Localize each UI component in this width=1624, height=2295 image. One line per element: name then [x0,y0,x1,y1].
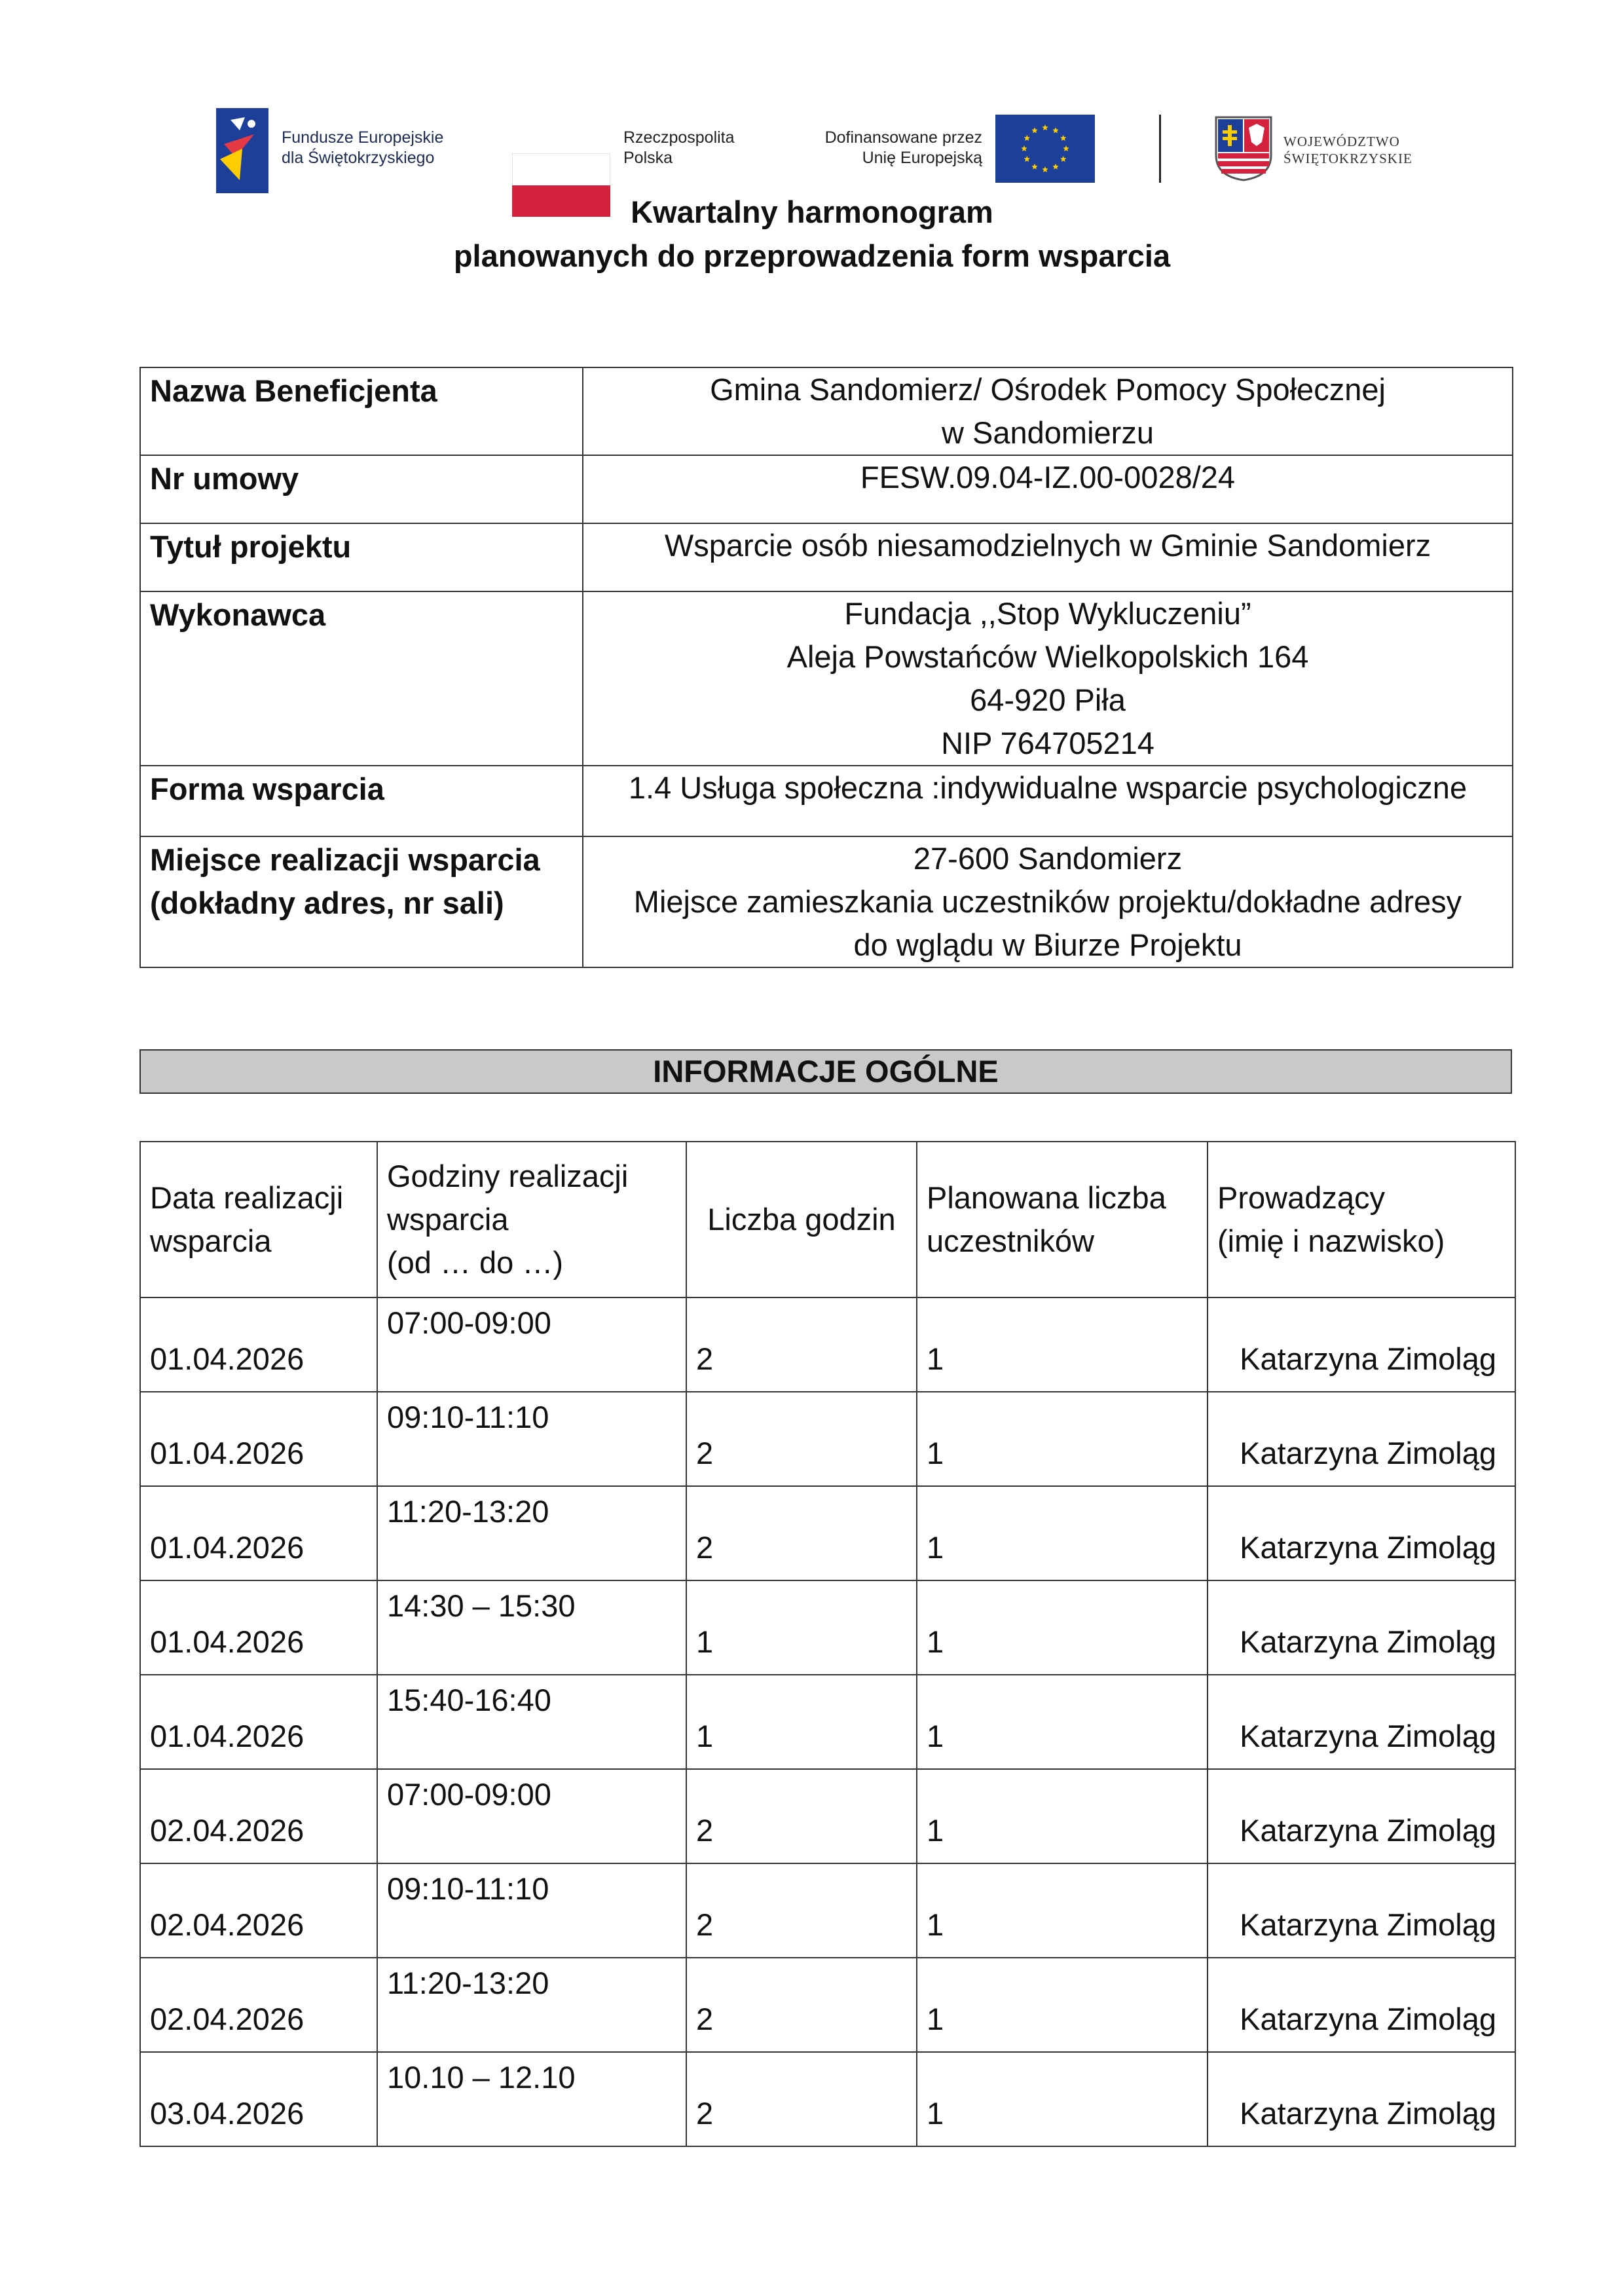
cell-time: 07:00-09:00 [377,1297,686,1392]
info-value: 27-600 Sandomierz Miejsce zamieszkania uczestników projektu/dokładne adresy do wglądu w Biurze Projektu [583,836,1513,967]
info-value: Wsparcie osób niesamodzielnych w Gminie Sandomierz [583,523,1513,591]
table-row [140,1297,1515,1392]
info-row-beneficjent [140,367,1513,455]
cell-person: Katarzyna Zimoląg [1208,1958,1515,2052]
table-row [140,1580,1515,1675]
info-row-tytul [140,523,1513,591]
cell-person: Katarzyna Zimoląg [1208,1863,1515,1958]
cell-person: Katarzyna Zimoląg [1208,1675,1515,1769]
eu-flag-icon [995,115,1095,183]
cell-date: 02.04.2026 [140,1958,377,2052]
info-label: Nazwa Beneficjenta [140,367,583,455]
cell-person: Katarzyna Zimoląg [1208,1486,1515,1580]
cell-date: 03.04.2026 [140,2052,377,2146]
schedule-header-row [140,1142,1515,1297]
cell-participants: 1 [917,1392,1208,1486]
cell-date: 02.04.2026 [140,1769,377,1863]
header-data: Data realizacji wsparcia [140,1142,377,1297]
cell-hours: 2 [686,2052,917,2146]
table-row [140,1863,1515,1958]
cell-participants: 1 [917,2052,1208,2146]
info-table [139,367,1513,968]
fundusze-europejskie-logo-icon [216,108,268,193]
cell-hours: 2 [686,1958,917,2052]
cell-time: 14:30 – 15:30 [377,1580,686,1675]
cell-date: 01.04.2026 [140,1486,377,1580]
cell-hours: 2 [686,1486,917,1580]
info-row-forma [140,766,1513,836]
info-value: FESW.09.04-IZ.00-0028/24 [583,455,1513,523]
cell-hours: 1 [686,1580,917,1675]
header-uczestnicy: Planowana liczba uczestników [917,1142,1208,1297]
info-value: 1.4 Usługa społeczna :indywidualne wsparcie psychologiczne [583,766,1513,836]
header-liczba-godzin: Liczba godzin [686,1142,917,1297]
info-label: Wykonawca [140,591,583,766]
cell-participants: 1 [917,1675,1208,1769]
cell-date: 01.04.2026 [140,1297,377,1392]
pl-line-1: Rzeczpospolita [623,128,735,147]
info-label: Nr umowy [140,455,583,523]
document-title: Kwartalny harmonogram [631,195,993,229]
cell-person: Katarzyna Zimoląg [1208,2052,1515,2146]
cell-person: Katarzyna Zimoląg [1208,1392,1515,1486]
cell-hours: 2 [686,1769,917,1863]
table-row [140,2052,1515,2146]
cell-participants: 1 [917,1769,1208,1863]
info-row-wykonawca [140,591,1513,766]
cell-participants: 1 [917,1486,1208,1580]
fe-line-1: Fundusze Europejskie [282,128,444,147]
woj-line-1: WOJEWÓDZTWO [1283,134,1400,149]
cell-participants: 1 [917,1580,1208,1675]
eu-line-1: Dofinansowane przez [824,128,982,147]
eu-funding-text [792,128,982,168]
cell-participants: 1 [917,1958,1208,2052]
rzeczpospolita-text [623,128,735,168]
cell-date: 01.04.2026 [140,1580,377,1675]
coat-of-arms-icon [1215,116,1272,181]
logo-bar [216,102,1434,193]
cell-time: 10.10 – 12.10 [377,2052,686,2146]
cell-date: 02.04.2026 [140,1863,377,1958]
info-value: Gmina Sandomierz/ Ośrodek Pomocy Społecznej w Sandomierzu [583,367,1513,455]
cell-person: Katarzyna Zimoląg [1208,1769,1515,1863]
fundusze-europejskie-text [282,128,443,168]
cell-hours: 1 [686,1675,917,1769]
cell-time: 09:10-11:10 [377,1392,686,1486]
info-row-nr-umowy [140,455,1513,523]
cell-time: 15:40-16:40 [377,1675,686,1769]
header-godziny: Godziny realizacji wsparcia (od … do …) [377,1142,686,1297]
info-value: Fundacja ,,Stop Wykluczeniu” Aleja Powstańców Wielkopolskich 164 64-920 Piła NIP 764705214 [583,591,1513,766]
info-label: Tytuł projektu [140,523,583,591]
cell-time: 11:20-13:20 [377,1958,686,2052]
cell-time: 09:10-11:10 [377,1863,686,1958]
table-row [140,1769,1515,1863]
table-row [140,1675,1515,1769]
cell-hours: 2 [686,1392,917,1486]
fe-line-2: dla Świętokrzyskiego [282,149,435,167]
logo-separator [1159,115,1161,183]
table-row [140,1486,1515,1580]
table-row [140,1392,1515,1486]
schedule-table [139,1141,1516,2147]
cell-person: Katarzyna Zimoląg [1208,1297,1515,1392]
cell-date: 01.04.2026 [140,1392,377,1486]
cell-participants: 1 [917,1297,1208,1392]
info-row-miejsce [140,836,1513,967]
eu-line-2: Unię Europejską [862,149,982,167]
table-row [140,1958,1515,2052]
info-label: Forma wsparcia [140,766,583,836]
cell-hours: 2 [686,1863,917,1958]
info-label: Miejsce realizacji wsparcia (dokładny adres, nr sali) [140,836,583,967]
cell-time: 07:00-09:00 [377,1769,686,1863]
wojewodztwo-text [1283,133,1412,167]
pl-line-2: Polska [623,149,673,167]
woj-line-2: ŚWIĘTOKRZYSKIE [1283,151,1412,166]
document-subtitle: planowanych do przeprowadzenia form wsparcia [453,238,1171,273]
cell-date: 01.04.2026 [140,1675,377,1769]
cell-time: 11:20-13:20 [377,1486,686,1580]
cell-person: Katarzyna Zimoląg [1208,1580,1515,1675]
cell-hours: 2 [686,1297,917,1392]
cell-participants: 1 [917,1863,1208,1958]
section-header: INFORMACJE OGÓLNE [139,1049,1512,1094]
header-prowadzacy: Prowadzący (imię i nazwisko) [1208,1142,1515,1297]
